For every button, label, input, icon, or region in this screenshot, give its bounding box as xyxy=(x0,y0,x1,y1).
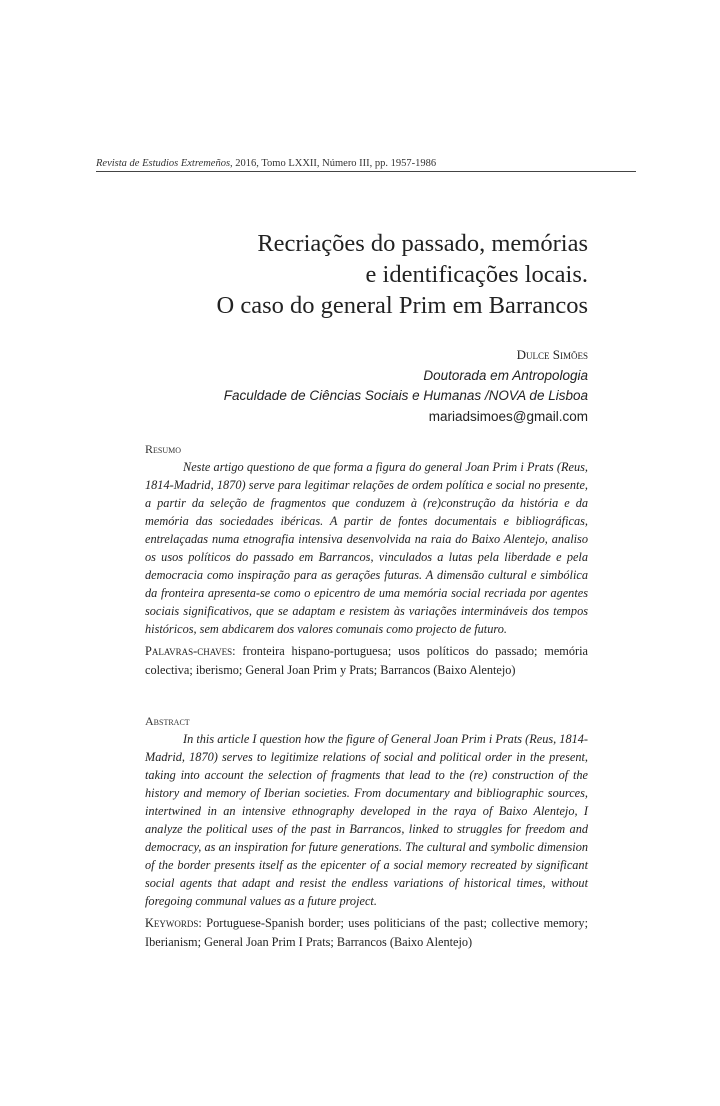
resumo-keywords xyxy=(145,642,588,678)
author-affiliation: Faculdade de Ciências Sociais e Humanas /NOVA de Lisboa xyxy=(223,388,588,403)
abstract-keywords-text: Portuguese-Spanish border; uses politicians of the past; collective memory; Iberianism; General Joan Prim I Prats; Barrancos (Baixo Alentejo) xyxy=(145,916,588,949)
author-name: Dulce Simões xyxy=(516,347,588,362)
abstract-keywords-label: Keywords: xyxy=(145,916,202,931)
resumo-label: Resumo xyxy=(145,442,182,456)
title-line-2: e identificações locais. xyxy=(365,261,588,288)
resumo-section xyxy=(145,442,588,679)
author-block xyxy=(224,345,588,427)
title-line-3: O caso do general Prim em Barrancos xyxy=(216,292,588,319)
journal-details: 2016, Tomo LXXII, Número III, pp. 1957-1986 xyxy=(232,158,437,169)
abstract-text: In this article I question how the figure of General Joan Prim i Prats (Reus, 1814-Madrid, 1870) serves to legitimize relations of social and political order in the present, taking into account the selection of fragments that lead to the (re) construction of the history and memory of Iberian societies. From documentary and bibliographic sources, intertwined in an intensive ethnography developed in the raya of Baixo Alentejo, I analyze the political uses of the past in Barrancos, linked to struggles for freedom and democracy, as an inspiration for future generations. The cultural and symbolic dimension of the border presents itself as the epicenter of a social memory recreated by significant social agents that adapt and resist the endless variations of historical times, without foregoing communal values as a future project. xyxy=(145,732,588,909)
resumo-keywords-label: Palavras-chaves: xyxy=(145,644,236,659)
author-degree: Doutorada em Antropologia xyxy=(423,367,588,383)
abstract-keywords xyxy=(145,914,588,950)
resumo-keywords-text: fronteira hispano-portuguesa; usos políticos do passado; memória colectiva; iberismo; General Joan Prim y Prats; Barrancos (Baixo Alentejo) xyxy=(145,644,588,677)
article-title xyxy=(217,228,588,321)
running-header xyxy=(96,158,636,172)
abstract-label: Abstract xyxy=(145,714,190,728)
journal-name: Revista de Estudios Extremeños, xyxy=(96,158,233,169)
title-line-1: Recriações do passado, memórias xyxy=(257,230,588,257)
abstract-section xyxy=(145,714,588,951)
resumo-text: Neste artigo questiono de que forma a figura do general Joan Prim i Prats (Reus, 1814-Madrid, 1870) serve para legitimar relações de ordem política e social no presente, a partir da seleção de fragmentos que conduzem à (re)construção da história e da memória das sociedades ibéricas. A partir de fontes documentais e bibliográficas, entrelaçadas numa etnografia intensiva desenvolvida na raia do Baixo Alentejo, analiso os usos políticos do passado em Barrancos, vinculados a lutas pela liberdade e pela democracia como inspiração para as gerações futuras. A dimensão cultural e simbólica da fronteira apresenta-se como o epicentro de uma memória social recriada por agentes sociais significativos, que se adaptam e resistem às variações intermináveis dos tempos históricos, sem abdicarem dos valores comunais como projecto de futuro. xyxy=(145,460,588,637)
author-email[interactable]: mariadsimoes@gmail.com xyxy=(428,408,588,424)
